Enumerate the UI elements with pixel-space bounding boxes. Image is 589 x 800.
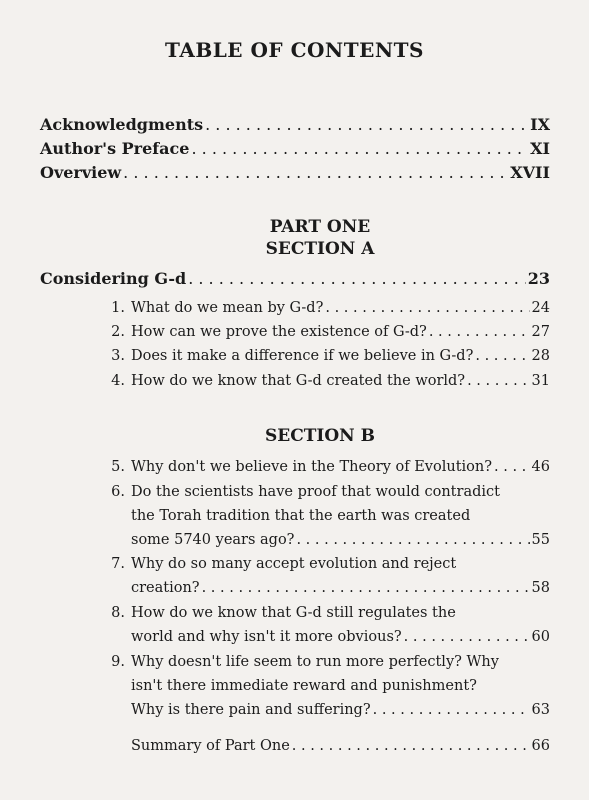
- toc-entry-page: IX: [530, 115, 550, 134]
- dot-leader: [429, 324, 530, 340]
- question-text: How can we prove the existence of G-d?: [131, 324, 427, 340]
- question-number: 3.: [111, 348, 125, 364]
- question-text-continued: Why is there pain and suffering?: [131, 702, 371, 718]
- toc-question-6[interactable]: [100, 484, 550, 500]
- dot-leader: [296, 532, 529, 548]
- question-page: 58: [531, 580, 550, 596]
- section-heading-b: SECTION B: [264, 426, 375, 446]
- question-number: 5.: [111, 459, 125, 475]
- toc-question-2[interactable]: [100, 324, 550, 340]
- question-text-continued: isn't there immediate reward and punishment?: [131, 678, 477, 694]
- question-text-continued: world and why isn't it more obvious?: [131, 629, 402, 645]
- section-heading-a: SECTION A: [265, 239, 375, 259]
- dot-leader: [205, 115, 528, 134]
- question-page: 55: [531, 532, 550, 548]
- toc-question-9[interactable]: [100, 654, 550, 670]
- toc-entry-page: XI: [530, 139, 550, 158]
- question-page: 60: [531, 629, 550, 645]
- question-text: Do the scientists have proof that would contradict: [131, 484, 500, 500]
- question-number: 4.: [111, 373, 125, 389]
- toc-entry-label: Summary of Part One: [131, 738, 290, 754]
- question-number: 9.: [111, 654, 125, 670]
- toc-entry-label: Acknowledgments: [40, 115, 204, 134]
- question-text: How do we know that G-d still regulates the: [131, 605, 456, 621]
- part-heading: PART ONE: [269, 217, 371, 237]
- question-page: 63: [531, 702, 550, 718]
- dot-leader: [494, 459, 530, 475]
- toc-question-3[interactable]: [100, 348, 550, 364]
- toc-question-4[interactable]: [100, 373, 550, 389]
- toc-entry-page: XVII: [510, 163, 550, 182]
- toc-question-9-end[interactable]: [131, 702, 550, 718]
- dot-leader: [404, 629, 530, 645]
- question-page: 46: [531, 459, 550, 475]
- question-text: Why don't we believe in the Theory of Evolution?: [131, 459, 493, 475]
- toc-question-6-end[interactable]: [131, 532, 550, 548]
- toc-entry-label: Author's Preface: [40, 139, 190, 158]
- question-number: 1.: [111, 300, 125, 316]
- toc-entry-page: 23: [527, 269, 550, 288]
- question-text: What do we mean by G-d?: [131, 300, 324, 316]
- question-number: 8.: [111, 605, 125, 621]
- page-title: TABLE OF CONTENTS: [165, 38, 424, 62]
- question-number: 2.: [111, 324, 125, 340]
- toc-entry-label: Considering G-d: [40, 269, 187, 288]
- question-text-continued: some 5740 years ago?: [131, 532, 295, 548]
- question-page: 27: [531, 324, 550, 340]
- toc-entry-acknowledgments[interactable]: [40, 115, 550, 134]
- question-text: Why do so many accept evolution and reject: [131, 556, 457, 572]
- toc-question-8-end[interactable]: [131, 629, 550, 645]
- dot-leader: [373, 702, 530, 718]
- question-text: Why doesn't life seem to run more perfectly? Why: [131, 654, 499, 670]
- dot-leader: [191, 139, 528, 158]
- toc-question-7[interactable]: [100, 556, 550, 572]
- dot-leader: [325, 300, 529, 316]
- dot-leader: [475, 348, 529, 364]
- dot-leader: [467, 373, 529, 389]
- question-text: How do we know that G-d created the world?: [131, 373, 466, 389]
- toc-question-1[interactable]: [100, 300, 550, 316]
- question-text: Does it make a difference if we believe in G-d?: [131, 348, 474, 364]
- toc-entry-summary[interactable]: [131, 738, 550, 754]
- toc-question-5[interactable]: [100, 459, 550, 475]
- toc-entry-label: Overview: [40, 163, 122, 182]
- question-number: 7.: [111, 556, 125, 572]
- toc-entry-considering-god[interactable]: [40, 269, 550, 288]
- question-number: 6.: [111, 484, 125, 500]
- dot-leader: [292, 738, 530, 754]
- dot-leader: [202, 580, 530, 596]
- question-page: 24: [531, 300, 550, 316]
- question-page: 28: [531, 348, 550, 364]
- toc-entry-overview[interactable]: [40, 163, 550, 182]
- question-page: 31: [531, 373, 550, 389]
- dot-leader: [188, 269, 526, 288]
- toc-entry-authors-preface[interactable]: [40, 139, 550, 158]
- toc-question-7-end[interactable]: [131, 580, 550, 596]
- dot-leader: [123, 163, 508, 182]
- question-text-continued: creation?: [131, 580, 200, 596]
- toc-entry-page: 66: [531, 738, 550, 754]
- question-text-continued: the Torah tradition that the earth was created: [131, 508, 471, 524]
- toc-question-8[interactable]: [100, 605, 550, 621]
